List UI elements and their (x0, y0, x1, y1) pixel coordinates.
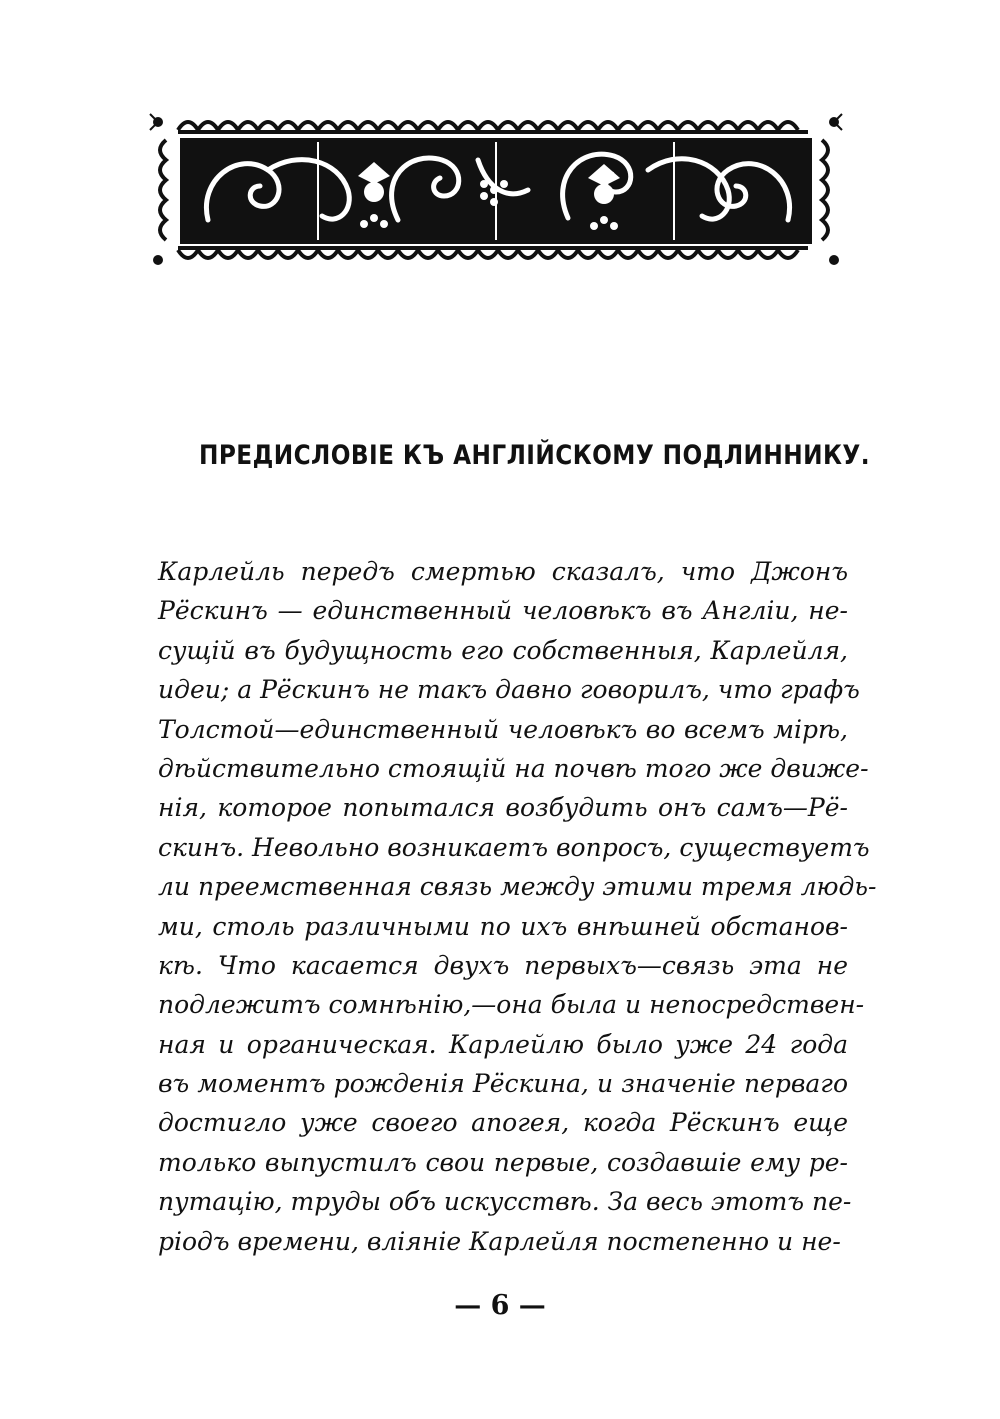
body-line: подлежитъ сомнѣнію,—она была и непосредствен- (158, 990, 865, 1020)
body-line: ріодъ времени, вліяніе Карлейля постепенно и не- (158, 1226, 841, 1256)
body-text (158, 552, 877, 1261)
body-line: путацію, труды объ искусствѣ. За весь этотъ пе- (158, 1187, 852, 1217)
body-line: въ моментъ рожденія Рёскина, и значеніе перваго (158, 1069, 848, 1099)
body-line: кѣ. Что касается двухъ первыхъ—связь эта не (158, 950, 848, 980)
floral-headpiece-ornament-icon (148, 100, 844, 278)
body-line: ми, столь различными по ихъ внѣшней обстанов- (158, 911, 848, 941)
body-line: идеи; а Рёскинъ не такъ давно говорилъ, что графъ (158, 675, 860, 705)
page-heading: ПРЕДИСЛОВІЕ КЪ АНГЛІЙСКОМУ ПОДЛИННИКУ. (199, 440, 870, 471)
body-line: только выпустилъ свои первые, создавшіе ему ре- (158, 1147, 848, 1177)
body-line: Толстой—единственный человѣкъ во всемъ мірѣ, (158, 714, 848, 744)
body-line: скинъ. Невольно возникаетъ вопросъ, существуетъ (158, 832, 870, 862)
page-number: — 6 — (454, 1290, 546, 1321)
body-line: нія, которое попытался возбудить онъ самъ—Рё- (158, 793, 848, 823)
body-line: ли преемственная связь между этими тремя людь- (158, 872, 877, 902)
bottom-chain-border (178, 248, 808, 258)
body-line: сущій въ будущность его собственныя, Карлейля, (158, 635, 848, 665)
body-line: Рёскинъ — единственный человѣкъ въ Англіи, не- (158, 596, 848, 626)
body-line: Карлейль передъ смертью сказалъ, что Джонъ (158, 557, 848, 586)
body-line: ная и органическая. Карлейлю было уже 24 года (158, 1029, 848, 1059)
body-line: достигло уже своего апогея, когда Рёскинъ еще (158, 1108, 848, 1138)
top-chain-border (178, 122, 808, 132)
body-line: дѣйствительно стоящій на почвѣ того же движе- (158, 753, 869, 783)
